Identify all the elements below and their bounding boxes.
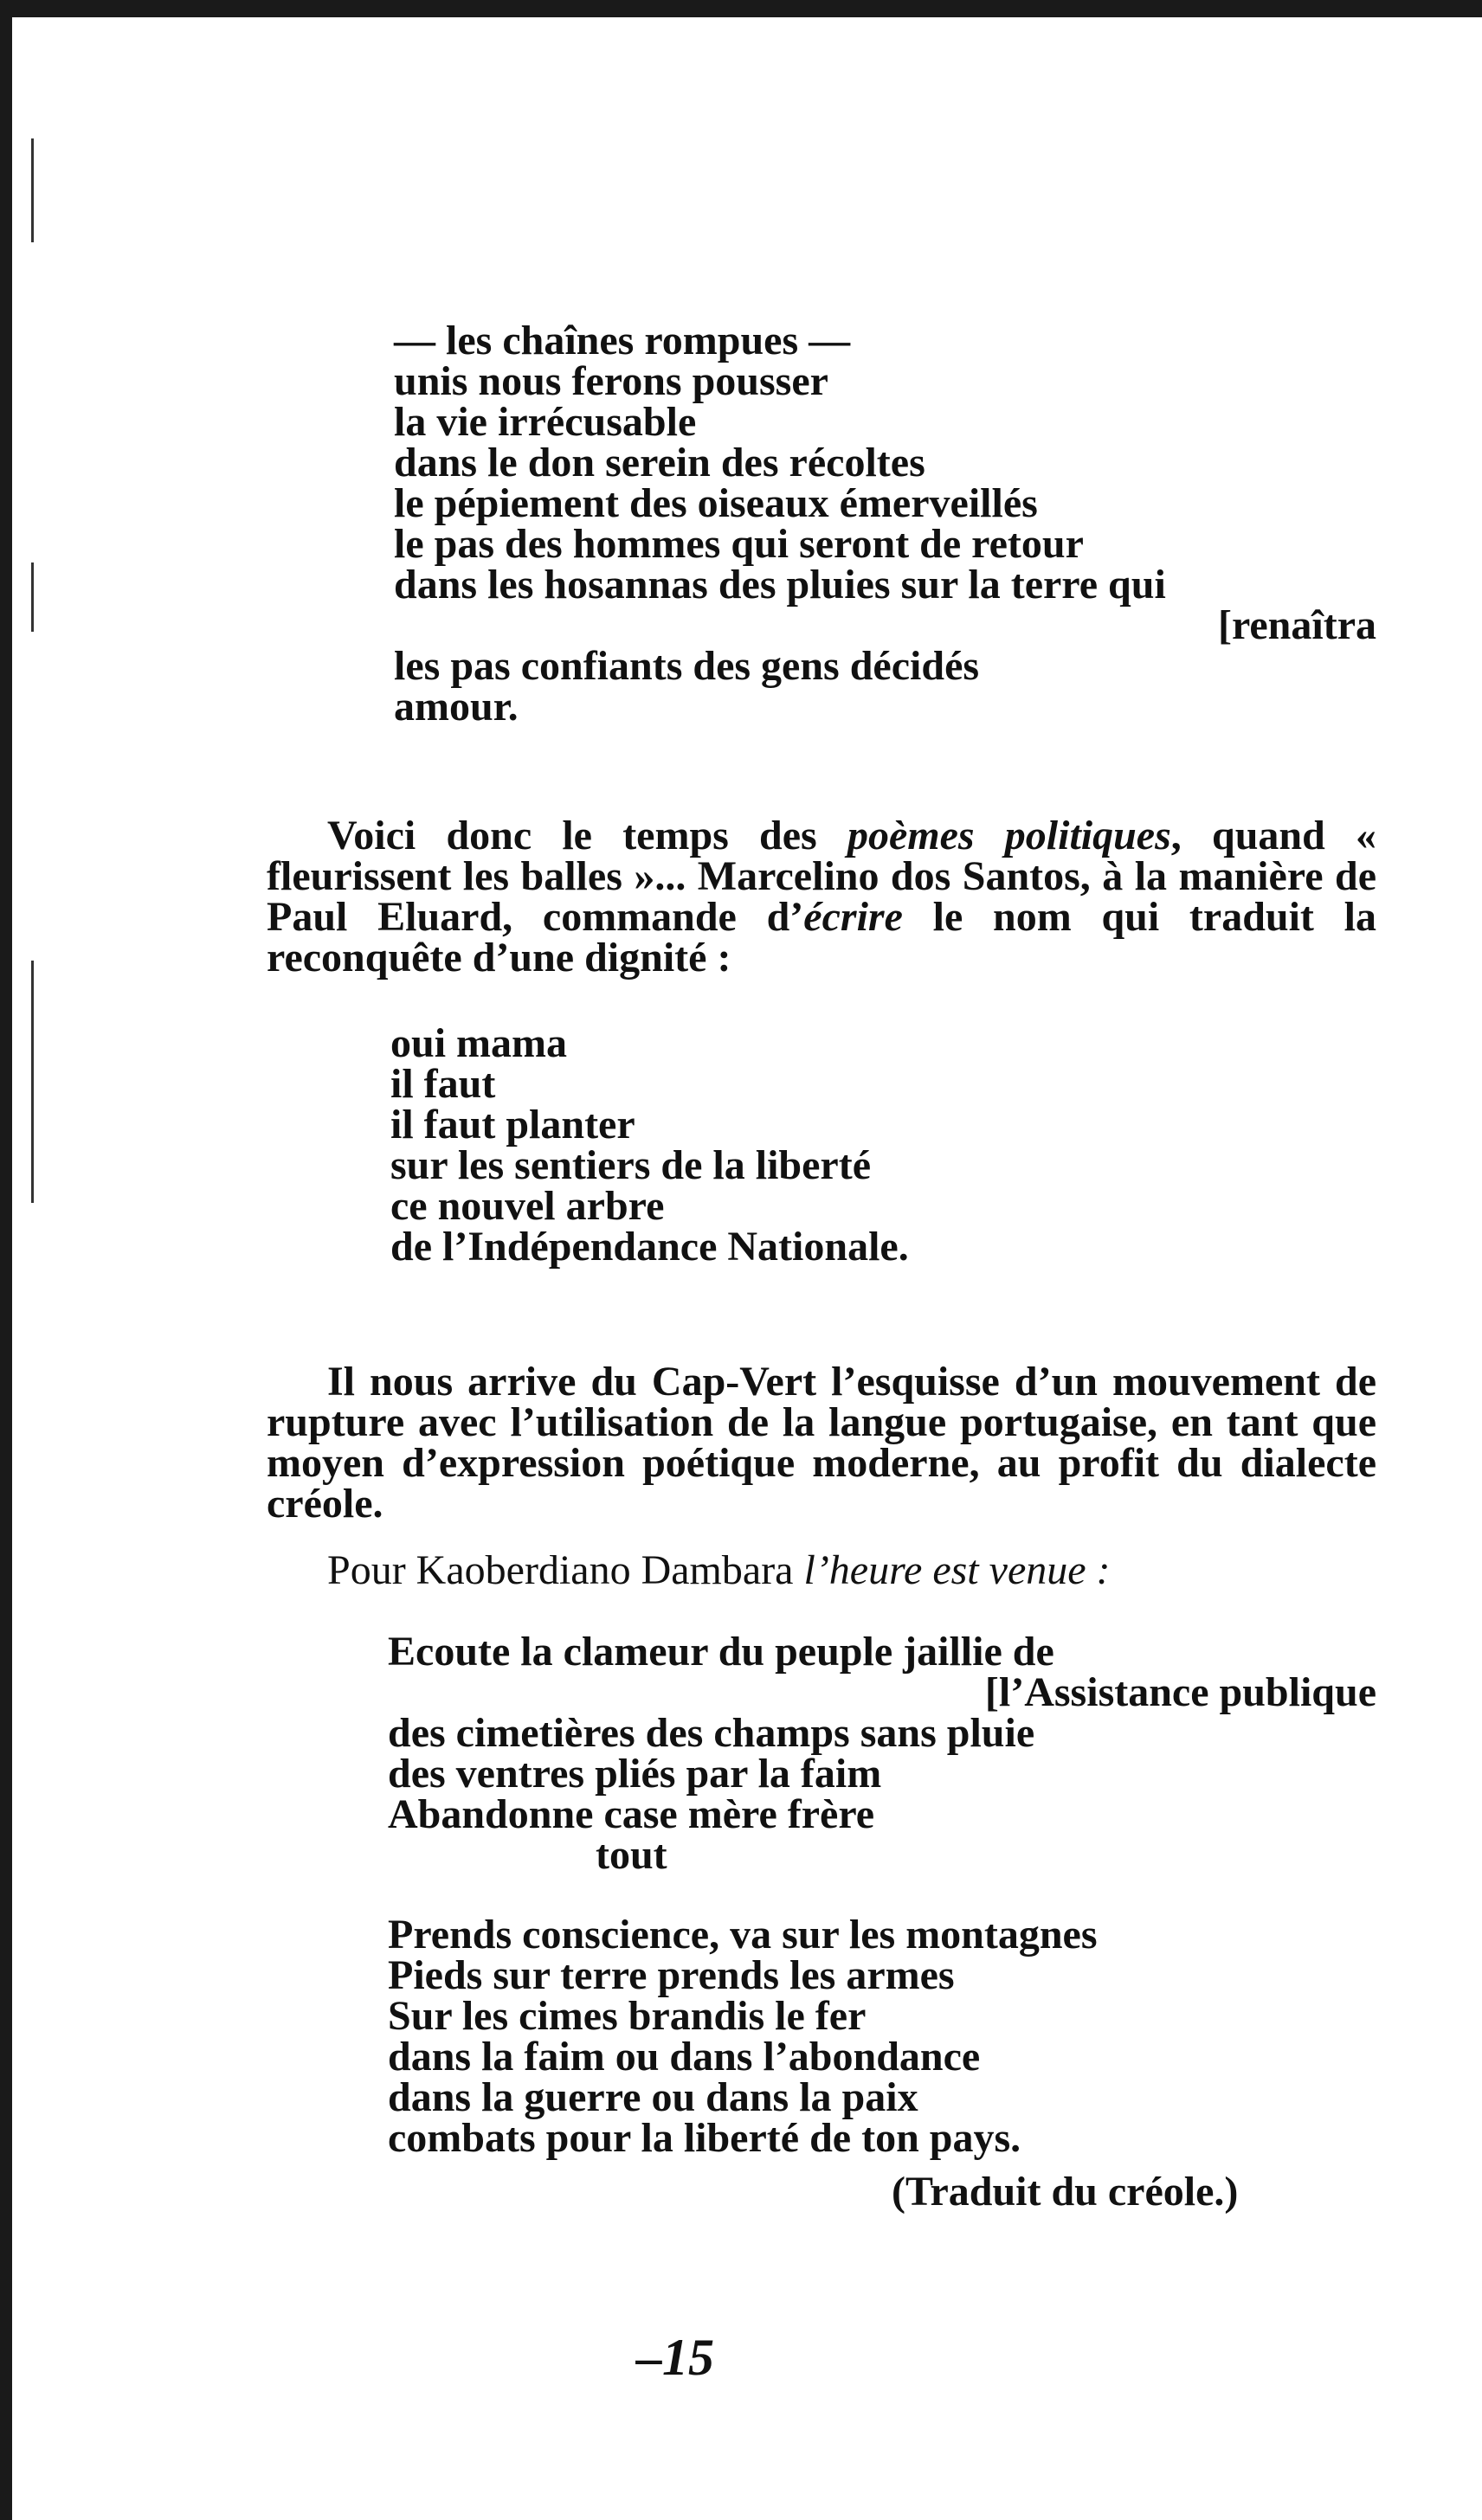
verse-line: tout	[596, 1832, 667, 1878]
verse-line: il faut	[390, 1061, 496, 1107]
verse-line: Abandonne case mère frère	[388, 1791, 875, 1837]
verse-line: le pépiement des oiseaux émerveillés	[394, 480, 1038, 526]
verse-line: Sur les cimes brandis le fer	[388, 1993, 867, 2039]
verse-line: des ventres pliés par la faim	[388, 1751, 882, 1797]
verse-line: sur les sentiers de la liberté	[390, 1142, 872, 1188]
verse-line: Pieds sur terre prends les armes	[388, 1952, 955, 1998]
emphasis: l’heure est venue :	[803, 1547, 1111, 1593]
verse-line: Ecoute la clameur du peuple jaillie de	[388, 1629, 1054, 1675]
poem-fragment-3-stanza-2	[388, 1912, 1376, 2161]
verse-line: amour.	[394, 684, 519, 730]
translation-note: (Traduit du créole.)	[892, 2169, 1239, 2215]
verse-line: dans le don serein des récoltes	[394, 440, 925, 485]
paragraph-political-poems: Voici donc le temps des poèmes politiques, quand « fleurissent les balles »... Marcelino dos Santos, à la manière de Paul Eluard, commande d’écrire le nom qui traduit la reconquête d’une dignité :	[267, 813, 1376, 980]
verse-line: combats pour la liberté de ton pays.	[388, 2115, 1021, 2161]
emphasis: poèmes politiques	[847, 813, 1171, 858]
verse-line: — les chaînes rompues —	[394, 318, 851, 363]
paragraph-cap-vert: Il nous arrive du Cap-Vert l’esquisse d’un mouvement de rupture avec l’utilisation de la langue portugaise, en tant que moyen d’expression poétique moderne, au profit du dialecte créole.	[267, 1359, 1376, 1527]
poem-fragment-2	[390, 1020, 1256, 1270]
verse-line: le pas des hommes qui seront de retour	[394, 521, 1084, 567]
verse-line: il faut planter	[390, 1102, 635, 1148]
verse-line: dans les hosannas des pluies sur la terre qui	[394, 562, 1166, 608]
verse-line-continuation: [renaîtra	[1217, 602, 1376, 648]
verse-line: oui mama	[390, 1020, 567, 1066]
verse-line-continuation: [l’Assistance publique	[984, 1669, 1376, 1715]
paragraph-kaoberdiano: Pour Kaoberdiano Dambara l’heure est venue :	[327, 1547, 1111, 1593]
verse-line: dans la faim ou dans l’abondance	[388, 2034, 981, 2080]
verse-line: Prends conscience, va sur les montagnes	[388, 1912, 1098, 1958]
emphasis: écrire	[803, 894, 903, 940]
poem-fragment-1	[394, 318, 1376, 730]
verse-line: dans la guerre ou dans la paix	[388, 2074, 918, 2120]
verse-line: la vie irrécusable	[394, 399, 697, 445]
verse-line: les pas confiants des gens décidés	[394, 643, 980, 689]
verse-line: unis nous ferons pousser	[394, 358, 828, 404]
verse-line: de l’Indépendance Nationale.	[390, 1224, 909, 1270]
page-number: –15	[636, 2329, 714, 2386]
verse-line: des cimetières des champs sans pluie	[388, 1710, 1035, 1756]
poem-fragment-3-stanza-1	[388, 1629, 1376, 1878]
verse-line: ce nouvel arbre	[390, 1183, 665, 1229]
